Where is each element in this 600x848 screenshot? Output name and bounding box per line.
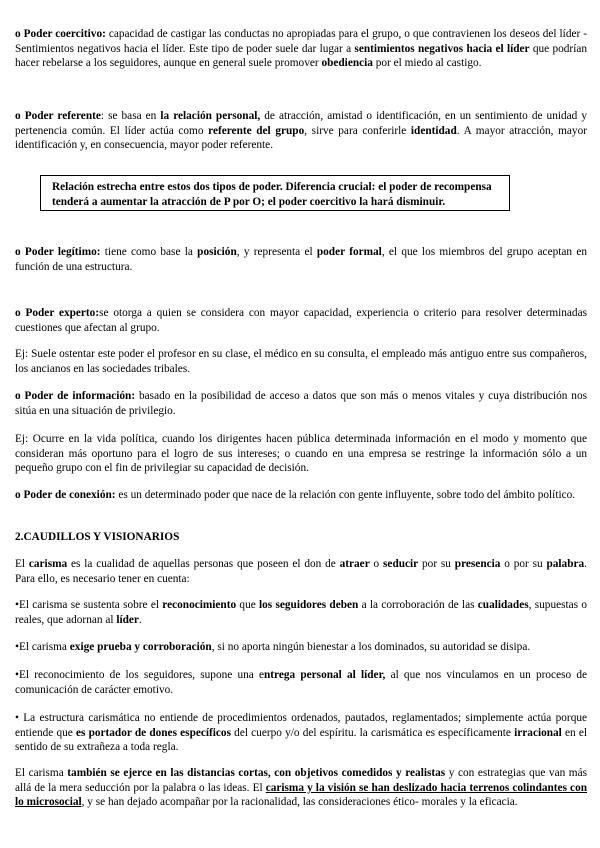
bold-run: líder — [116, 613, 139, 626]
bold-run: o Poder experto: — [15, 307, 100, 319]
bullet-exige-prueba — [15, 640, 587, 655]
bold-run: o Poder referente — [15, 110, 101, 122]
bold-run: cualidades — [477, 599, 529, 611]
highlight-box-text: Relación estrecha entre estos dos tipos de poder. Diferencia crucial: el poder de recompensa tenderá a aumentar la atracción de P por O; el poder coercitivo la hará disminuir. — [52, 181, 492, 208]
paragraph-poder-conexion — [15, 488, 587, 503]
text-run: , sirve para conferirle — [304, 124, 411, 137]
bold-run: reconocimiento — [162, 599, 237, 611]
bullet-entrega-personal — [15, 668, 587, 697]
text-run: y con estrategias que van más allá de la mera seducción por la palabra o las ideas. El — [15, 767, 587, 794]
text-run: al que nos vinculamos en un proceso de comunicación de carácter emotivo. — [15, 669, 587, 696]
section-title: 2.CAUDILLOS Y VISIONARIOS — [15, 531, 180, 543]
paragraph-poder-experto — [15, 306, 587, 335]
text-run: o por su — [500, 558, 547, 570]
bold-run: también se ejerce en las distancias cortas, con objetivos comedidos y realistas — [67, 767, 446, 779]
paragraph-poder-experto-ejemplo — [15, 347, 587, 376]
bold-run: obediencia — [321, 57, 373, 69]
text-run: , el que los miembros del grupo aceptan en función de una estructura. — [15, 246, 587, 273]
text-run: por el miedo al castigo. — [372, 57, 482, 69]
bold-run: exige prueba y corroboración — [69, 641, 212, 653]
text-run: basado en la posibilidad de acceso a datos que son más o menos vitales y cuya distribución nos sitúa en una situación de privilegio. — [15, 390, 587, 417]
text-run: Ej: Suele ostentar este poder el profesor en su clase, el médico en su consulta, el empleado más antiguo entre sus compañeros, los ancianos en las sociedades tribales. — [15, 348, 587, 375]
paragraph-carisma — [15, 557, 587, 586]
text-run: . Para ello, es necesario tener en cuenta: — [15, 558, 587, 585]
bold-run: palabra — [546, 558, 585, 570]
text-run: • La estructura carismática no entiende de procedimientos ordenados, pautados, reglamentados; simplemente actúa porque entiende que — [15, 712, 587, 739]
paragraph-poder-informacion — [15, 389, 587, 418]
text-run: Ej: Ocurre en la vida política, cuando los dirigentes hacen pública determinada información en el modo y momento que consideran más oportuno para el logro de sus intereses; o cuando en una empresa se restringe la información sólo a un pequeño grupo con el fin de privilegiar su capacidad de decisión. — [15, 433, 587, 474]
bold-run: o Poder coercitivo: — [15, 28, 106, 40]
text-run: , supuestas o reales, que adornan al — [15, 599, 587, 626]
highlight-box — [40, 175, 510, 211]
text-run: , y se han dejado acompañar por la racionalidad, las consideraciones ético- morales y la eficacia. — [81, 796, 518, 808]
text-run: o — [369, 558, 384, 570]
text-run: se otorga a quien se considera con mayor capacidad, experiencia o criterio para resolver determinadas cuestiones que afectan al grupo. — [15, 307, 587, 334]
underlined-run: carisma y la visión se han deslizado hacia terrenos colindantes con lo microsocial — [15, 781, 587, 808]
text-run: de atracción, amistad o identificación, en un sentimiento de unidad y pertenencia común. El líder actúa como — [15, 110, 588, 137]
bold-run: la relación personal, — [160, 110, 261, 122]
text-run: es un determinado poder que nace de la relación con gente influyente, sobre todo del ámbito político. — [115, 489, 576, 501]
bold-run: presencia — [454, 558, 501, 570]
text-run: , y representa el — [236, 246, 317, 258]
text-run: en el sentido de su extrañeza a toda regla. — [15, 726, 588, 753]
bold-run: atraer — [339, 558, 370, 570]
text-run: es la cualidad de aquellas personas que poseen el don de — [67, 558, 340, 570]
bold-run: posición — [197, 246, 237, 258]
text-run: que podrían hacer rebelarse a los seguidores, aunque en general suele promover — [15, 42, 587, 69]
bold-run: identidad — [410, 124, 457, 137]
text-run: •El carisma se sustenta sobre el — [15, 599, 163, 611]
text-run: que — [236, 599, 260, 611]
paragraph-poder-informacion-ejemplo — [15, 432, 587, 476]
text-run: . A mayor atracción, mayor identificación y, en consecuencia, mayor poder referente. — [15, 124, 587, 151]
text-run: , si no aporta ningún bienestar a los dominados, su autoridad se disipa. — [211, 641, 531, 653]
bold-run: irracional — [514, 726, 562, 739]
text-run: El carisma — [15, 767, 68, 779]
bold-run: los seguidores deben — [259, 599, 359, 611]
bullet-reconocimiento — [15, 598, 587, 627]
bullet-estructura-carismatica — [15, 711, 587, 755]
bold-run: es portador de dones específicos — [75, 726, 231, 739]
text-run: tiene como base la — [100, 246, 198, 258]
bold-run: o Poder legítimo: — [15, 246, 101, 258]
bold-run: ntrega personal al líder, — [264, 669, 386, 681]
bold-run: carisma — [28, 558, 68, 570]
text-run: del cuerpo y/o del espíritu. la carismática es específicamente — [230, 726, 515, 739]
paragraph-carisma-distancias-cortas — [15, 766, 587, 810]
text-run: •El carisma — [15, 641, 70, 653]
bold-run: poder formal — [316, 246, 382, 258]
text-run: por su — [418, 558, 455, 570]
bold-run: o Poder de conexión: — [15, 489, 116, 501]
paragraph-poder-referente — [15, 109, 587, 153]
bold-run: seducir — [383, 558, 419, 570]
bold-run: o Poder de información: — [15, 390, 136, 402]
text-run: El — [15, 558, 29, 570]
text-run: •El reconocimiento de los seguidores, supone una e — [15, 669, 264, 681]
text-run: . — [138, 613, 142, 626]
bold-run: sentimientos negativos hacia el líder — [354, 42, 530, 55]
paragraph-poder-coercitivo — [15, 27, 587, 71]
text-run: a la corroboración de las — [358, 599, 478, 611]
paragraph-poder-legitimo — [15, 245, 587, 274]
bold-run: referente del grupo — [208, 124, 305, 137]
text-run: capacidad de castigar las conductas no apropiadas para el grupo, o que contravienen los deseos del líder - Sentimientos negativos hacia el líder. Este tipo de poder suele dar lugar a — [15, 28, 587, 55]
text-run: : se basa en — [100, 110, 161, 122]
